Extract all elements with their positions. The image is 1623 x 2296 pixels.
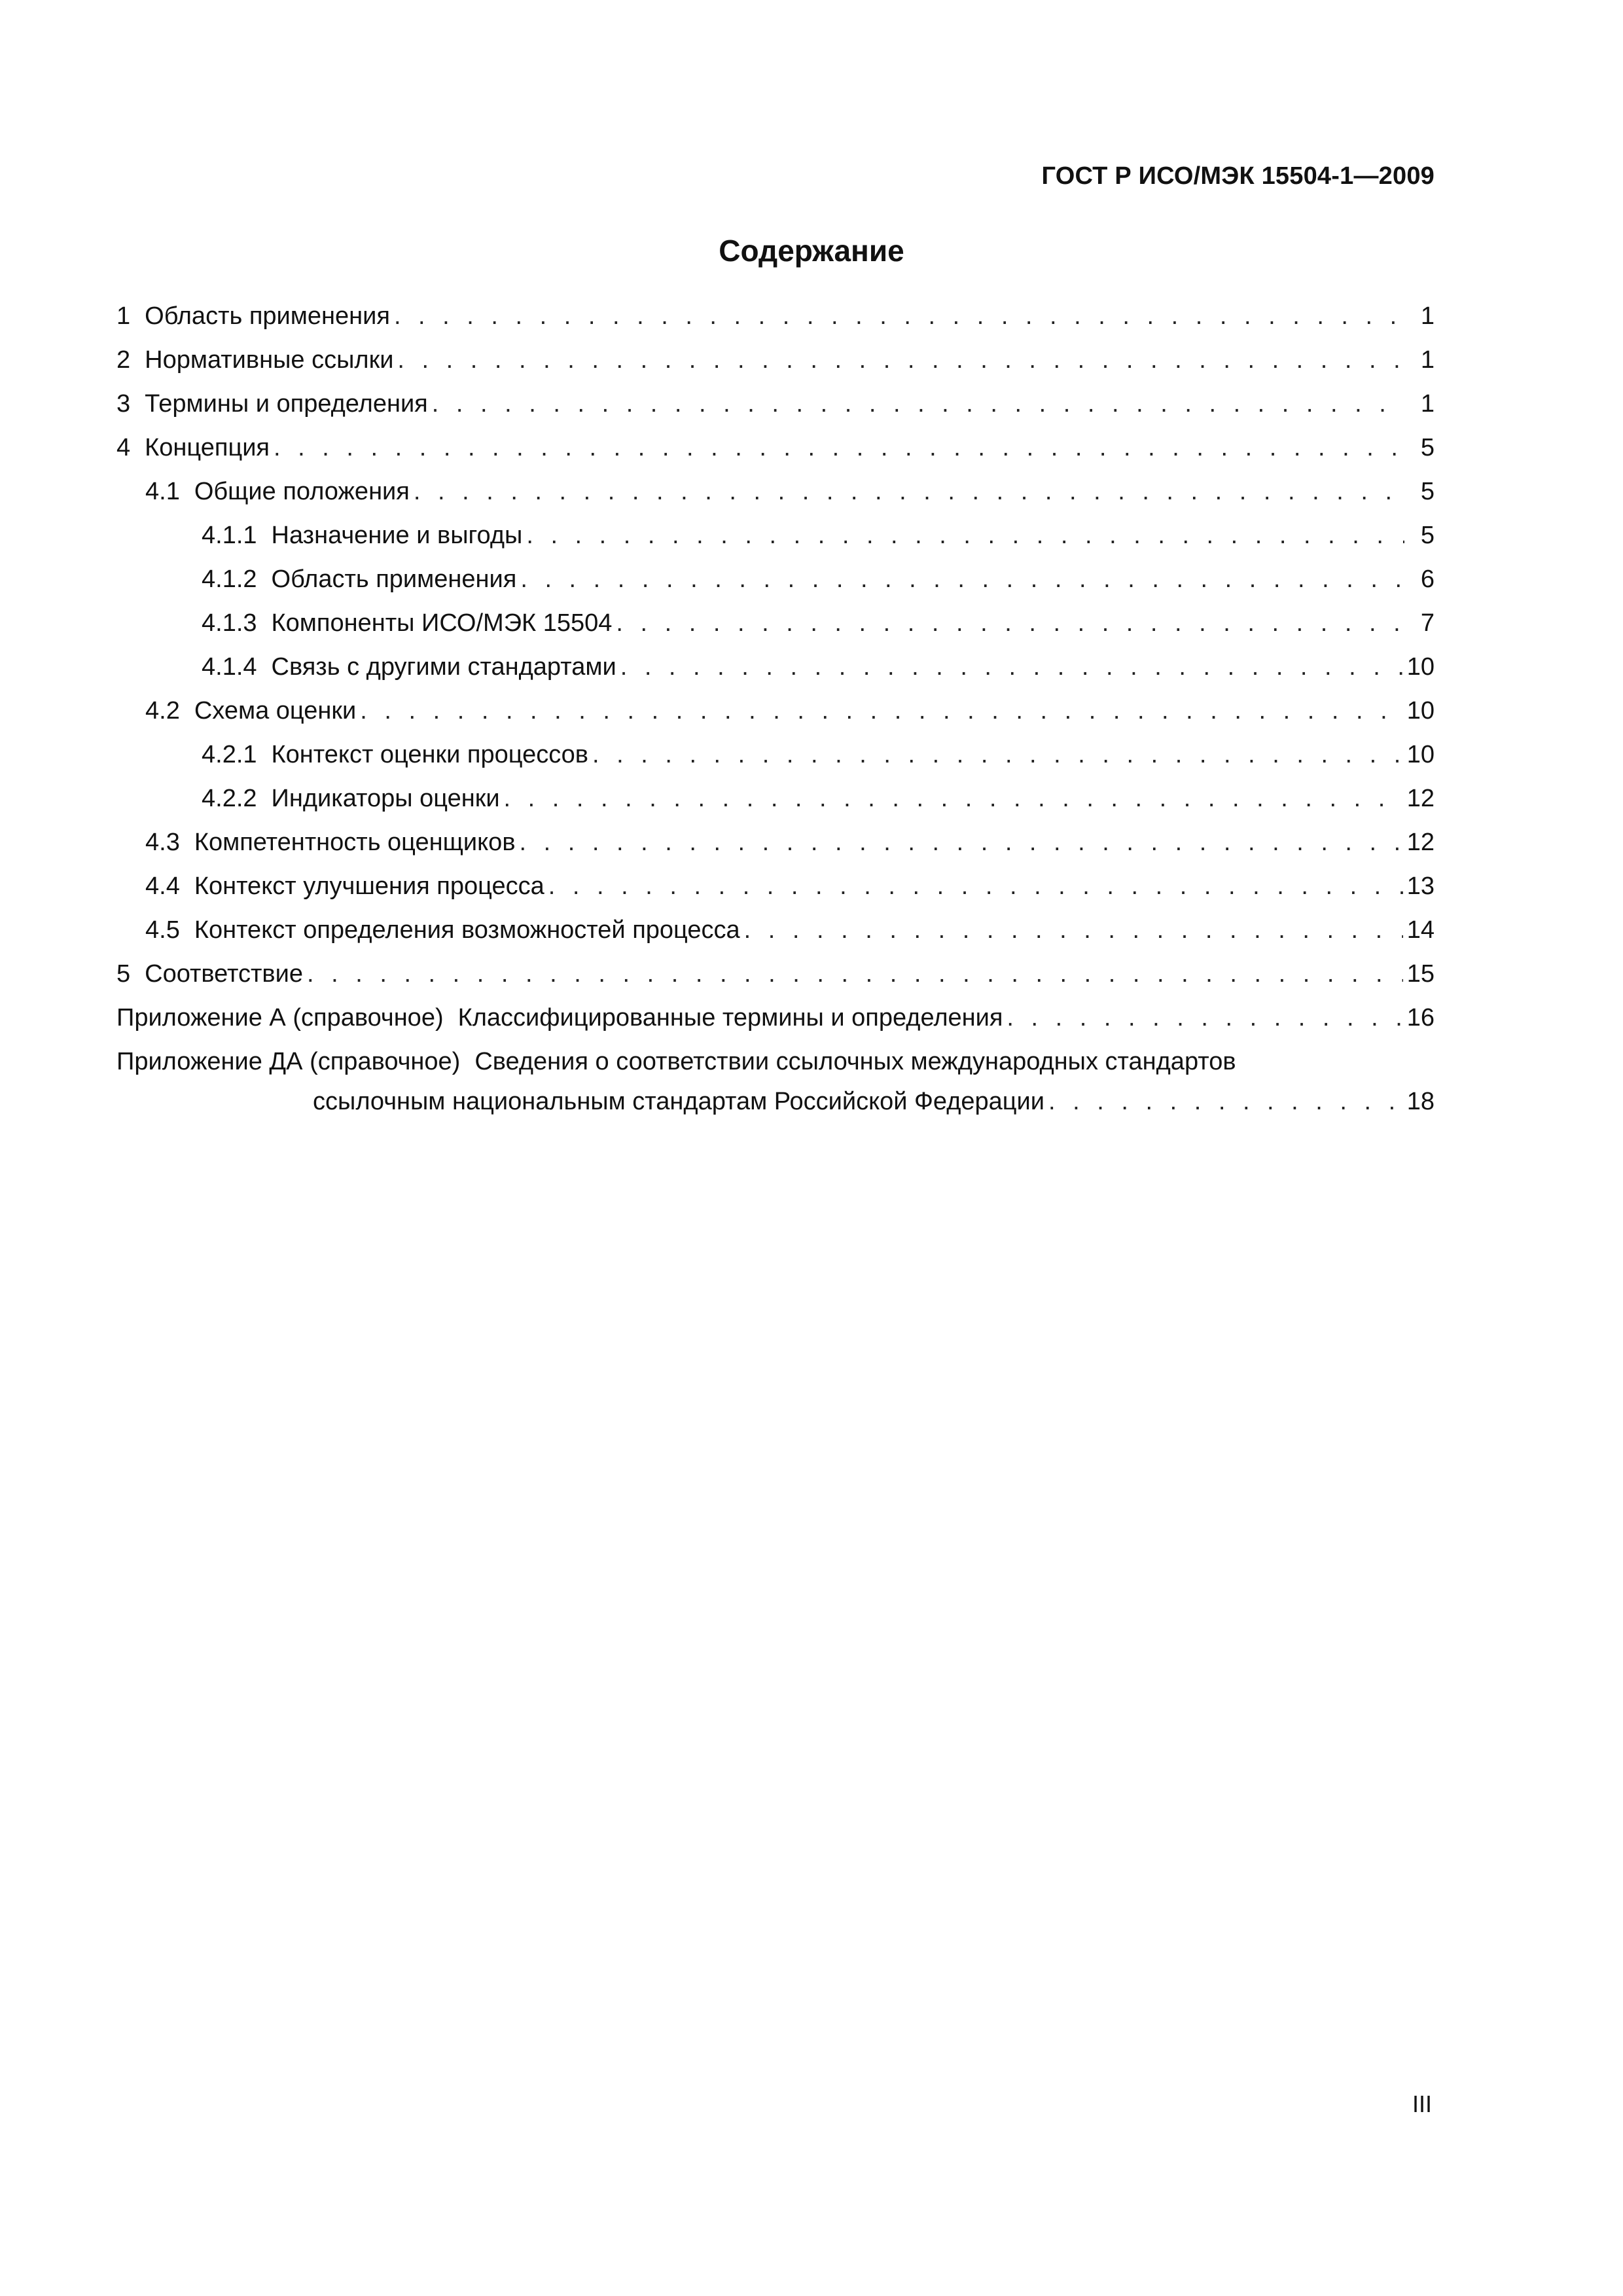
toc-entry-page: 12 <box>1406 785 1435 812</box>
toc-leader-dots <box>520 565 1404 594</box>
toc-entry-page: 15 <box>1406 960 1435 988</box>
toc-entry-number: 4.4 <box>145 872 180 900</box>
toc-entry-4-5[interactable] <box>116 916 1435 949</box>
toc-entry-number: 2 <box>116 346 131 374</box>
toc-entry-5[interactable] <box>116 960 1435 993</box>
toc-entry-number: 5 <box>116 960 131 988</box>
page-title: Содержание <box>719 234 904 268</box>
toc-leader-dots <box>520 829 1403 857</box>
toc-entry-title: Связь с другими стандартами <box>271 653 616 681</box>
toc-entry-1[interactable] <box>116 302 1435 335</box>
toc-entry-4-3[interactable] <box>116 829 1435 861</box>
toc-entry-title: Контекст улучшения процесса <box>194 872 544 900</box>
toc-leader-dots <box>526 522 1404 550</box>
toc-entry-page: 12 <box>1406 829 1435 856</box>
toc-entry-number: 4.2.1 <box>202 741 257 768</box>
toc-entry-4-1-2[interactable] <box>116 565 1435 598</box>
toc-entry-page: 13 <box>1406 872 1435 900</box>
toc-leader-dots <box>616 609 1404 637</box>
toc-entry-page: 14 <box>1406 916 1435 944</box>
toc-entry-number: 4.2 <box>145 697 180 725</box>
toc-entry-4-2-2[interactable] <box>116 785 1435 817</box>
toc-entry-number: 3 <box>116 390 131 418</box>
toc-entry-4-1-3[interactable] <box>116 609 1435 642</box>
toc-entry-title: Общие положения <box>194 478 410 505</box>
toc-entry-number: 4.1 <box>145 478 180 505</box>
toc-entry-number: 4.1.2 <box>202 565 257 593</box>
toc-entry-page: 5 <box>1420 522 1435 549</box>
toc-leader-dots <box>548 872 1403 901</box>
toc-entry-title: Компоненты ИСО/МЭК 15504 <box>271 609 613 637</box>
toc-entry-number: 4.1.4 <box>202 653 257 681</box>
toc-entry-2[interactable] <box>116 346 1435 379</box>
toc-entry-title: Область применения <box>145 302 390 330</box>
toc-leader-dots <box>592 741 1403 769</box>
toc-entry-number: 4.1.3 <box>202 609 257 637</box>
toc-annex-title-line1: Сведения о соответствии ссылочных международных стандартов <box>474 1048 1236 1075</box>
toc-entry-page: 18 <box>1406 1088 1435 1115</box>
toc-entry-4-4[interactable] <box>116 872 1435 905</box>
toc-leader-dots <box>620 653 1403 681</box>
toc-entry-4-1-4[interactable] <box>116 653 1435 686</box>
toc-annex-da-line2[interactable] <box>116 1088 1435 1121</box>
toc-entry-number: 1 <box>116 302 131 330</box>
toc-entry-page: 10 <box>1406 697 1435 725</box>
toc-entry-number: 4.2.2 <box>202 785 257 812</box>
toc-entry-number: 4.3 <box>145 829 180 856</box>
toc-entry-page: 7 <box>1420 609 1435 637</box>
toc-entry-title: Концепция <box>145 434 270 461</box>
toc-leader-dots <box>1007 1004 1402 1032</box>
toc-annex-title: Классифицированные термины и определения <box>457 1004 1003 1031</box>
toc-entry-page: 16 <box>1406 1004 1435 1031</box>
toc-leader-dots <box>307 960 1403 988</box>
toc-leader-dots <box>360 697 1402 725</box>
toc-leader-dots <box>744 916 1403 944</box>
toc-entry-number: 4.5 <box>145 916 180 944</box>
toc-entry-4-1-1[interactable] <box>116 522 1435 554</box>
toc-entry-page: 5 <box>1420 478 1435 505</box>
toc-annex-a[interactable] <box>116 1004 1435 1037</box>
toc-entry-title: Индикаторы оценки <box>271 785 500 812</box>
toc-entry-title: Назначение и выгоды <box>271 522 523 549</box>
toc-leader-dots <box>394 302 1404 331</box>
toc-entry-4[interactable] <box>116 434 1435 467</box>
toc-annex-label: Приложение А (справочное) <box>116 1004 444 1031</box>
toc-entry-number: 4.1.1 <box>202 522 257 549</box>
document-header-id: ГОСТ Р ИСО/МЭК 15504-1—2009 <box>1041 162 1435 190</box>
toc-entry-page: 1 <box>1420 346 1435 374</box>
toc-annex-title-line2: ссылочным национальным стандартам Российской Федерации <box>313 1088 1045 1115</box>
toc-entry-title: Компетентность оценщиков <box>194 829 516 856</box>
toc-entry-title: Схема оценки <box>194 697 357 725</box>
toc-entry-3[interactable] <box>116 390 1435 423</box>
toc-leader-dots <box>397 346 1404 374</box>
toc-entry-title: Нормативные ссылки <box>145 346 394 374</box>
toc-entry-page: 10 <box>1406 653 1435 681</box>
toc-entry-page: 10 <box>1406 741 1435 768</box>
toc-entry-title: Соответствие <box>145 960 303 988</box>
toc-entry-page: 1 <box>1420 390 1435 418</box>
toc-leader-dots <box>432 390 1404 418</box>
toc-entry-4-1[interactable] <box>116 478 1435 511</box>
toc-entry-title: Термины и определения <box>145 390 428 418</box>
toc-entry-page: 5 <box>1420 434 1435 461</box>
toc-entry-title: Область применения <box>271 565 517 593</box>
toc-entry-4-2[interactable] <box>116 697 1435 730</box>
toc-entry-title: Контекст определения возможностей процесса <box>194 916 740 944</box>
toc-leader-dots <box>274 434 1404 462</box>
toc-leader-dots <box>414 478 1404 506</box>
toc-leader-dots <box>504 785 1403 813</box>
toc-entry-page: 1 <box>1420 302 1435 330</box>
page-number: III <box>1412 2090 1432 2117</box>
toc-annex-label: Приложение ДА (справочное) <box>116 1048 461 1075</box>
toc-annex-da-line1[interactable] <box>116 1048 1435 1081</box>
toc-entry-page: 6 <box>1420 565 1435 593</box>
toc-leader-dots <box>1048 1088 1403 1116</box>
toc-entry-number: 4 <box>116 434 131 461</box>
toc-entry-4-2-1[interactable] <box>116 741 1435 774</box>
toc-entry-title: Контекст оценки процессов <box>271 741 588 768</box>
